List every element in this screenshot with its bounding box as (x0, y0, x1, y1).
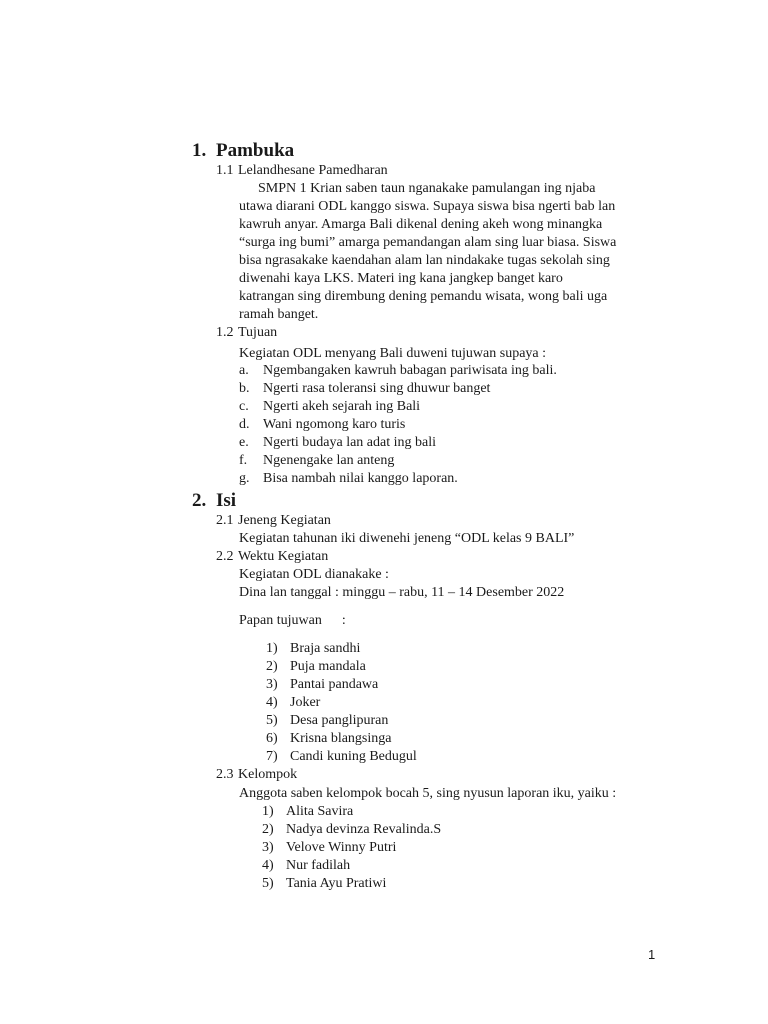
heading-isi (192, 490, 236, 512)
list-item: e. Ngerti budaya lan adat ing bali (239, 435, 436, 450)
list-item: 2) Nadya devinza Revalinda.S (262, 822, 442, 837)
heading-pambuka (192, 140, 294, 162)
list-item: 2) Puja mandala (266, 659, 366, 674)
list-item: 1) Alita Savira (262, 804, 354, 819)
subheading-tujuan: 1.2 Tujuan (216, 325, 278, 340)
jeneng-text: Kegiatan tahunan iki diwenehi jeneng “ODL kelas 9 BALI” (239, 531, 575, 546)
subheading-kelompok: 2.3 Kelompok (216, 767, 298, 782)
heading-title: Isi (216, 490, 237, 511)
list-item: b. Ngerti rasa toleransi sing dhuwur banget (239, 381, 491, 396)
paragraph-latar: SMPN 1 Krian saben taun nganakake pamulangan ing njaba utawa diarani ODL kanggo siswa. Supaya siswa bisa ngerti bab lan kawruh anyar. Amarga Bali dikenal dening akeh wong minangka “surga ing bumi” amarga pemandangan alam sing luar biasa. Siswa bisa ngrasakake kaendahan alam lan nindakake tugas sekolah sing diwenahi kaya LKS. Materi ing kana jangkep banget karo katrangan sing dirembung dening pemandu wisata, wong bali uga ramah banget. (239, 181, 617, 322)
list-item: 5) Tania Ayu Pratiwi (262, 876, 387, 891)
list-item: g. Bisa nambah nilai kanggo laporan. (239, 471, 458, 486)
page-number: 1 (648, 947, 656, 962)
subheading-jeneng: 2.1 Jeneng Kegiatan (216, 513, 331, 528)
list-item: c. Ngerti akeh sejarah ing Bali (239, 399, 421, 414)
list-item: 7) Candi kuning Bedugul (266, 749, 417, 764)
list-item: 1) Braja sandhi (266, 641, 361, 656)
list-item: 3) Velove Winny Putri (262, 840, 397, 855)
list-item: 3) Pantai pandawa (266, 677, 379, 692)
list-item: a. Ngembangaken kawruh babagan pariwisata ing bali. (239, 363, 557, 378)
list-item: 4) Nur fadilah (262, 858, 351, 873)
papan-label: Papan tujuwan : (239, 613, 346, 628)
kelompok-intro: Anggota saben kelompok bocah 5, sing nyusun laporan iku, yaiku : (239, 786, 617, 801)
wektu-line-2: Dina lan tanggal : minggu – rabu, 11 – 14 Desember 2022 (239, 585, 565, 600)
list-item: f. Ngenengake lan anteng (239, 453, 395, 468)
heading-number: 1. (192, 140, 207, 161)
subheading-latar: 1.1 Lelandhesane Pamedharan (216, 163, 388, 178)
heading-title: Pambuka (216, 140, 295, 161)
subheading-wektu: 2.2 Wektu Kegiatan (216, 549, 329, 564)
heading-number: 2. (192, 490, 207, 511)
list-item: 5) Desa panglipuran (266, 713, 389, 728)
list-item: 6) Krisna blangsinga (266, 731, 392, 746)
list-item: 4) Joker (266, 695, 321, 710)
wektu-line-1: Kegiatan ODL dianakake : (239, 567, 389, 582)
list-item: d. Wani ngomong karo turis (239, 417, 406, 432)
tujuan-intro: Kegiatan ODL menyang Bali duweni tujuwan supaya : (239, 346, 547, 361)
